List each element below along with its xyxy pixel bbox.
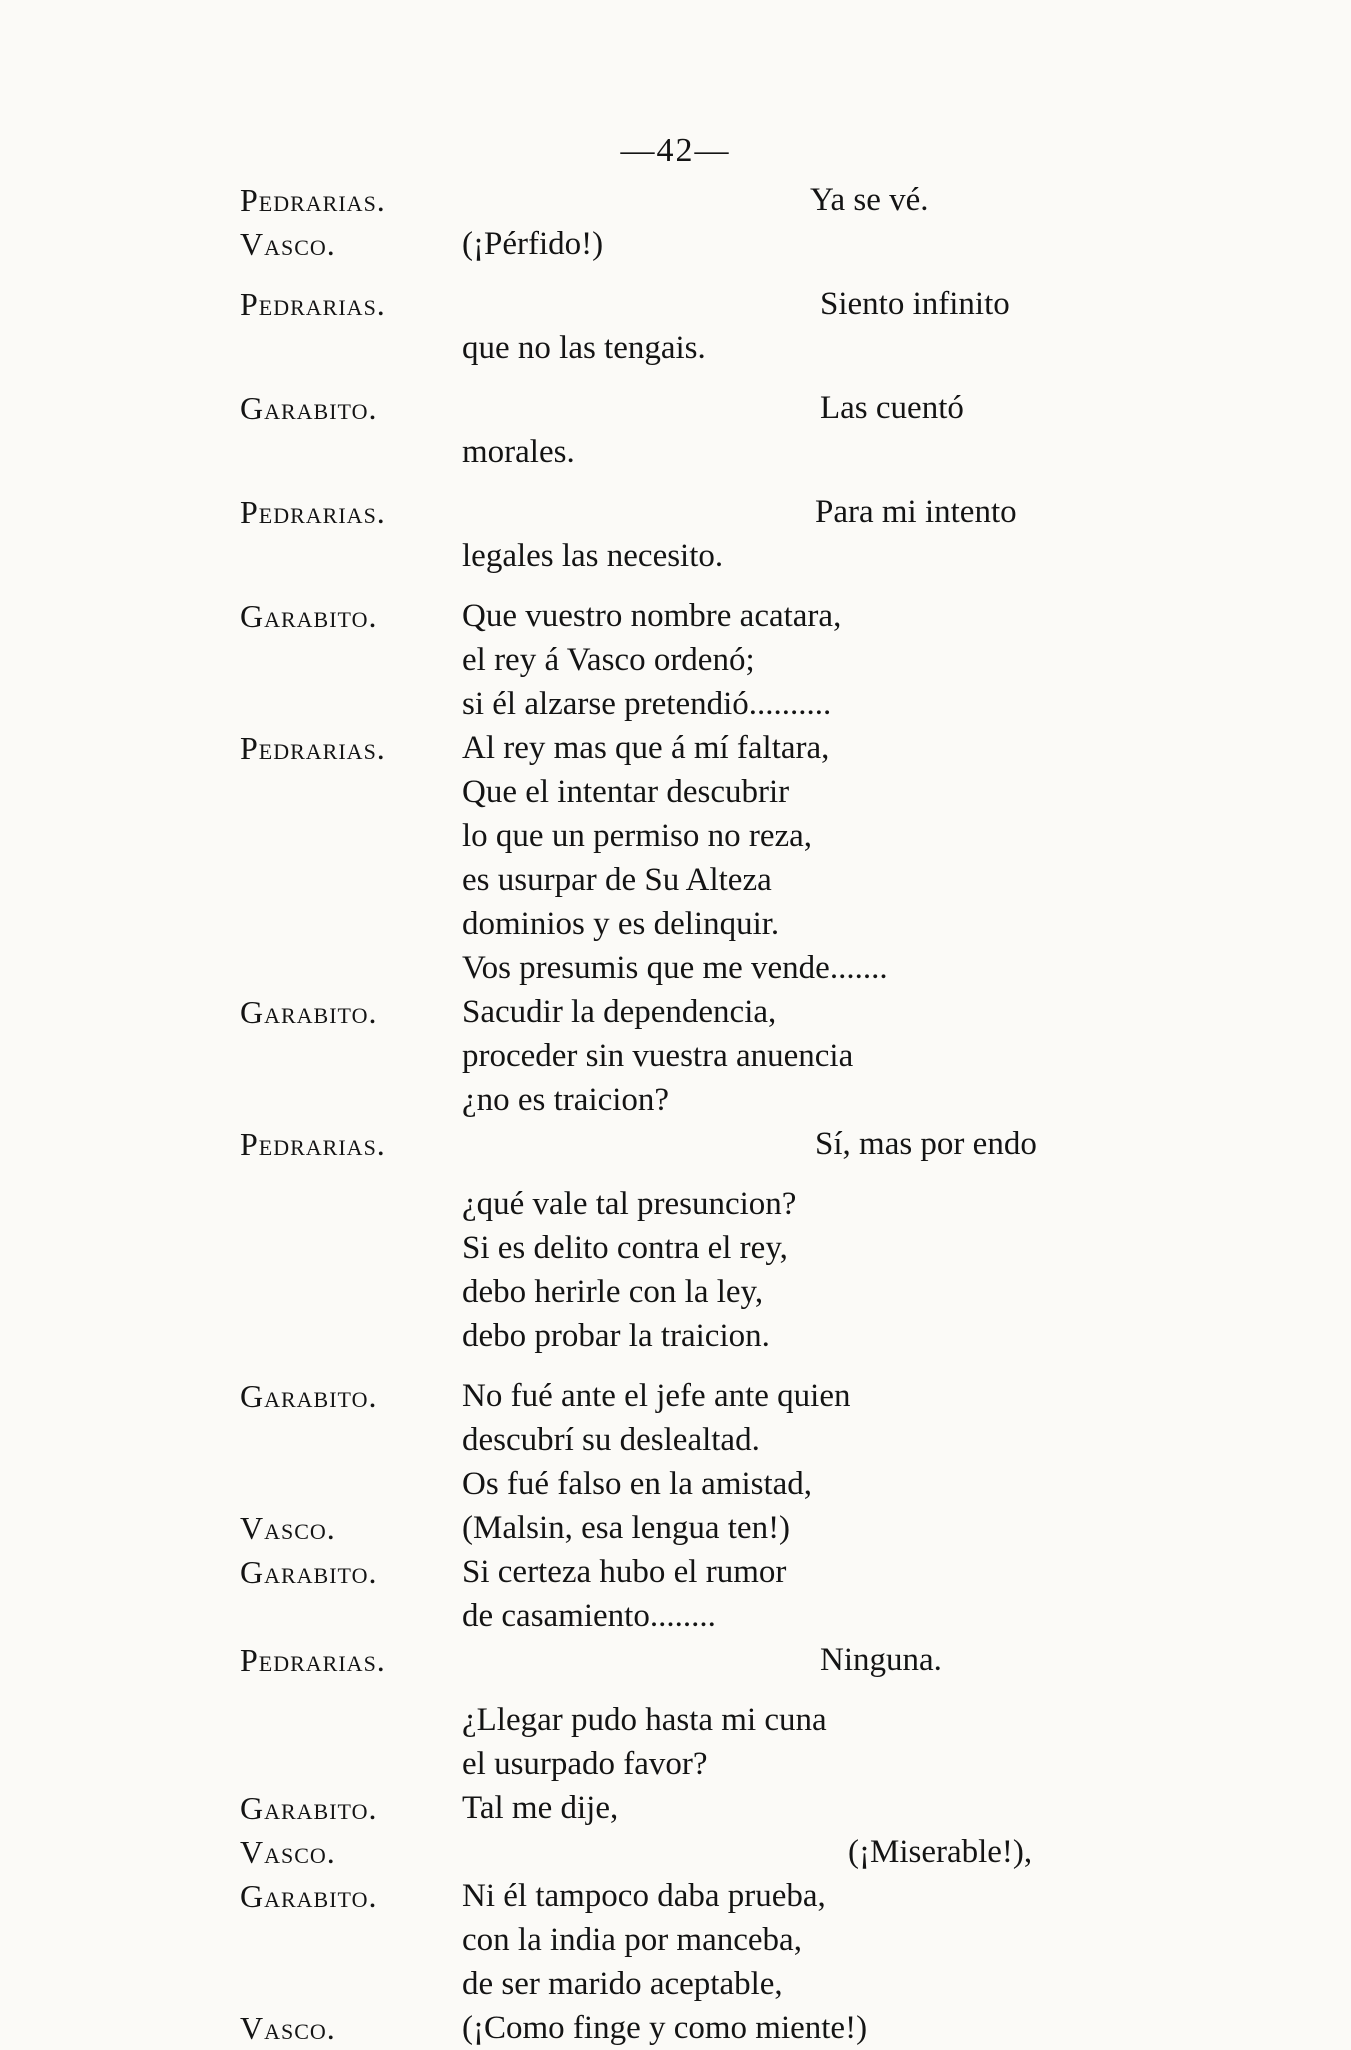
verse-text: (¡Pérfido!) — [462, 226, 604, 262]
dialogue-line — [0, 814, 1351, 858]
dialogue-line — [0, 902, 1351, 946]
verse-text: (Malsin, esa lengua ten!) — [462, 1510, 791, 1546]
dialogue-line — [0, 282, 1351, 326]
speaker-name: Vasco. — [240, 2010, 336, 2046]
dialogue-line — [0, 2006, 1351, 2050]
dialogue-line — [0, 1638, 1351, 1682]
dialogue-line — [0, 1462, 1351, 1506]
verse-text: Vos presumis que me vende....... — [462, 950, 888, 986]
verse-text: Para mi intento — [815, 494, 1017, 530]
speaker-name: Pedrarias. — [240, 1126, 386, 1162]
verse-text: lo que un permiso no reza, — [462, 818, 813, 854]
dialogue-line — [0, 1078, 1351, 1122]
verse-text: debo probar la traicion. — [462, 1318, 770, 1354]
line-spacer — [0, 1358, 1351, 1374]
verse-text: Que vuestro nombre acatara, — [462, 598, 842, 634]
dialogue-line — [0, 1962, 1351, 2006]
verse-text: proceder sin vuestra anuencia — [462, 1038, 854, 1074]
verse-text: Ni él tampoco daba prueba, — [462, 1878, 826, 1914]
verse-text: el usurpado favor? — [462, 1746, 708, 1782]
speaker-name: Pedrarias. — [240, 730, 386, 766]
line-spacer — [0, 1682, 1351, 1698]
speaker-name: Pedrarias. — [240, 494, 386, 530]
page-number: —42— — [620, 132, 731, 169]
verse-text: No fué ante el jefe ante quien — [462, 1378, 851, 1414]
verse-text: Ya se vé. — [810, 182, 929, 218]
verse-text: Sacudir la dependencia, — [462, 994, 777, 1030]
dialogue-line — [0, 222, 1351, 266]
speaker-name: Garabito. — [240, 390, 378, 426]
speaker-name: Garabito. — [240, 1378, 378, 1414]
verse-text: Tal me dije, — [462, 1790, 619, 1826]
dialogue-line — [0, 430, 1351, 474]
verse-text: Al rey mas que á mí faltara, — [462, 730, 830, 766]
dialogue-line — [0, 1374, 1351, 1418]
dialogue-line — [0, 326, 1351, 370]
dialogue-line — [0, 490, 1351, 534]
speaker-name: Garabito. — [240, 1554, 378, 1590]
verse-text: (¡Miserable!), — [848, 1834, 1033, 1870]
verse-text: Os fué falso en la amistad, — [462, 1466, 813, 1502]
speaker-name: Garabito. — [240, 598, 378, 634]
dialogue-line — [0, 682, 1351, 726]
line-spacer — [0, 1166, 1351, 1182]
play-text — [0, 178, 1351, 2050]
speaker-name: Pedrarias. — [240, 286, 386, 322]
verse-text: Si certeza hubo el rumor — [462, 1554, 787, 1590]
dialogue-line — [0, 946, 1351, 990]
dialogue-line — [0, 1786, 1351, 1830]
verse-text: dominios y es delinquir. — [462, 906, 780, 942]
dialogue-line — [0, 1034, 1351, 1078]
speaker-name: Vasco. — [240, 226, 336, 262]
verse-text: Ninguna. — [820, 1642, 942, 1678]
dialogue-line — [0, 770, 1351, 814]
dialogue-line — [0, 1874, 1351, 1918]
speaker-name: Pedrarias. — [240, 1642, 386, 1678]
verse-text: Si es delito contra el rey, — [462, 1230, 788, 1266]
verse-text: ¿Llegar pudo hasta mi cuna — [462, 1702, 827, 1738]
verse-text: Siento infinito — [820, 286, 1010, 322]
dialogue-line — [0, 1506, 1351, 1550]
speaker-name: Pedrarias. — [240, 182, 386, 218]
dialogue-line — [0, 386, 1351, 430]
verse-text: con la india por manceba, — [462, 1922, 802, 1958]
verse-text: el rey á Vasco ordenó; — [462, 642, 755, 678]
verse-text: legales las necesito. — [462, 538, 724, 574]
speaker-name: Garabito. — [240, 1790, 378, 1826]
verse-text: ¿qué vale tal presuncion? — [462, 1186, 797, 1222]
verse-text: ¿no es traicion? — [462, 1082, 670, 1118]
verse-text: morales. — [462, 434, 575, 470]
dialogue-line — [0, 1594, 1351, 1638]
line-spacer — [0, 578, 1351, 594]
verse-text: debo herirle con la ley, — [462, 1274, 764, 1310]
dialogue-line — [0, 1270, 1351, 1314]
dialogue-line — [0, 534, 1351, 578]
dialogue-line — [0, 990, 1351, 1034]
dialogue-line — [0, 1830, 1351, 1874]
verse-text: Sí, mas por endo — [815, 1126, 1037, 1162]
dialogue-line — [0, 726, 1351, 770]
verse-text: Las cuentó — [820, 390, 964, 426]
verse-text: si él alzarse pretendió.......... — [462, 686, 832, 722]
line-spacer — [0, 474, 1351, 490]
dialogue-line — [0, 1698, 1351, 1742]
speaker-name: Vasco. — [240, 1510, 336, 1546]
dialogue-line — [0, 594, 1351, 638]
dialogue-line — [0, 1742, 1351, 1786]
dialogue-line — [0, 178, 1351, 222]
dialogue-line — [0, 1122, 1351, 1166]
verse-text: de casamiento........ — [462, 1598, 716, 1634]
verse-text: es usurpar de Su Alteza — [462, 862, 772, 898]
verse-text: que no las tengais. — [462, 330, 706, 366]
dialogue-line — [0, 1550, 1351, 1594]
dialogue-line — [0, 1418, 1351, 1462]
line-spacer — [0, 266, 1351, 282]
dialogue-line — [0, 1314, 1351, 1358]
line-spacer — [0, 370, 1351, 386]
dialogue-line — [0, 858, 1351, 902]
verse-text: de ser marido aceptable, — [462, 1966, 783, 2002]
dialogue-line — [0, 1226, 1351, 1270]
speaker-name: Vasco. — [240, 1834, 336, 1870]
speaker-name: Garabito. — [240, 994, 378, 1030]
dialogue-line — [0, 1918, 1351, 1962]
verse-text: (¡Como finge y como miente!) — [462, 2010, 868, 2046]
verse-text: Que el intentar descubrir — [462, 774, 790, 810]
verse-text: descubrí su deslealtad. — [462, 1422, 760, 1458]
dialogue-line — [0, 638, 1351, 682]
speaker-name: Garabito. — [240, 1878, 378, 1914]
dialogue-line — [0, 1182, 1351, 1226]
